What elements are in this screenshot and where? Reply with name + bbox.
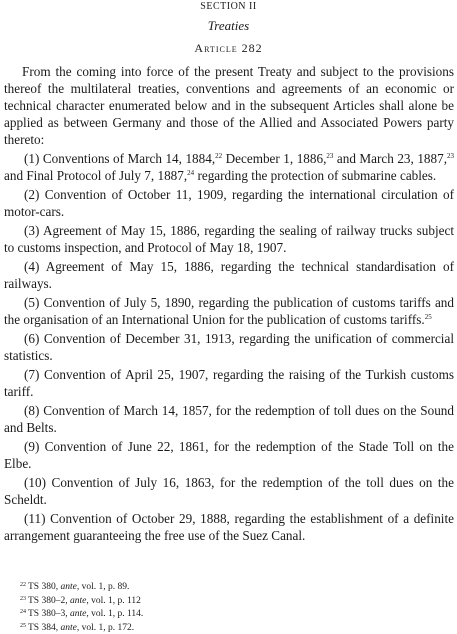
provision-number: (1) bbox=[24, 151, 43, 166]
footnote-volume: , vol. 1, p. 172. bbox=[77, 623, 134, 633]
footnote-citation: TS 380–3, bbox=[28, 609, 70, 619]
provision-text: Conventions of March 14, 1884, bbox=[43, 151, 215, 166]
provision-text: Convention of July 16, 1863, for the redemption of the toll dues on the Scheldt. bbox=[4, 475, 454, 507]
provision-item bbox=[4, 150, 454, 184]
provision-item bbox=[4, 510, 454, 544]
footnote-mark: 23 bbox=[20, 596, 26, 602]
footnote-citation: TS 380, bbox=[28, 582, 60, 592]
article-number: 282 bbox=[242, 41, 263, 55]
footnote-ante: ante bbox=[70, 609, 86, 619]
footnotes bbox=[20, 580, 450, 634]
provision-text: Agreement of May 15, 1886, regarding the technical standardisation of railways. bbox=[4, 259, 454, 291]
provision-item bbox=[4, 186, 454, 220]
provision-text: regarding the protection of submarine cables. bbox=[194, 168, 436, 183]
provision-text: Convention of June 22, 1861, for the redemption of the Stade Toll on the Elbe. bbox=[4, 439, 454, 471]
provision-text: Agreement of May 15, 1886, regarding the sealing of railway trucks subject to customs inspection, and Protocol of May 18, 1907. bbox=[4, 223, 454, 255]
provision-text: and Final Protocol of July 7, 1887, bbox=[4, 168, 187, 183]
footnote-citation: TS 380–2, bbox=[28, 596, 70, 606]
section-subtitle: Treaties bbox=[0, 18, 457, 34]
provision-number: (8) bbox=[24, 403, 43, 418]
provision-text: Convention of March 14, 1857, for the redemption of toll dues on the Sound and Belts. bbox=[4, 403, 454, 435]
footnote bbox=[20, 580, 450, 594]
provision-item bbox=[4, 474, 454, 508]
provision-number: (11) bbox=[24, 511, 50, 526]
provision-text: Convention of October 11, 1909, regarding the international circulation of motor-cars. bbox=[4, 187, 454, 219]
provision-number: (4) bbox=[24, 259, 46, 274]
provision-item bbox=[4, 438, 454, 472]
article-word: Article bbox=[194, 41, 237, 55]
provision-text: Convention of December 31, 1913, regarding the unification of commercial statistics. bbox=[4, 331, 454, 363]
footnote-reference: 25 bbox=[425, 313, 432, 321]
footnote-ante: ante bbox=[70, 596, 86, 606]
provision-text: Convention of October 29, 1888, regarding the establishment of a definite arrangement guaranteeing the free use of the Suez Canal. bbox=[4, 511, 454, 543]
article-heading bbox=[0, 40, 457, 56]
provision-item bbox=[4, 330, 454, 364]
footnote-mark: 25 bbox=[20, 623, 26, 629]
footnote-ante: ante bbox=[60, 582, 76, 592]
footnote-volume: , vol. 1, p. 89. bbox=[77, 582, 130, 592]
footnote-reference: 24 bbox=[187, 169, 194, 177]
footnote-reference: 23 bbox=[326, 152, 333, 160]
provision-text: and March 23, 1887, bbox=[333, 151, 447, 166]
footnote-mark: 22 bbox=[20, 582, 26, 588]
intro-paragraph: From the coming into force of the present Treaty and subject to the provisions thereof the multilateral treaties, conventions and agreements of an economic or technical character enumerated below and in the subsequent Articles shall alone be applied as between Germany and those of the Allied and Associated Powers party thereto: bbox=[4, 63, 454, 148]
provision-item bbox=[4, 258, 454, 292]
section-heading: SECTION II bbox=[0, 1, 457, 13]
provision-number: (6) bbox=[24, 331, 44, 346]
provision-item bbox=[4, 366, 454, 400]
provision-text: Convention of July 5, 1890, regarding the publication of customs tariffs and the organisation of an International Union for the publication of customs tariffs. bbox=[4, 295, 454, 327]
article-body bbox=[4, 63, 454, 546]
provision-number: (7) bbox=[24, 367, 44, 382]
provision-number: (2) bbox=[24, 187, 45, 202]
footnote-volume: , vol. 1, p. 114. bbox=[86, 609, 143, 619]
footnote bbox=[20, 594, 450, 608]
footnote-citation: TS 384, bbox=[28, 623, 60, 633]
provision-number: (10) bbox=[24, 475, 52, 490]
footnote-volume: , vol. 1, p. 112 bbox=[86, 596, 141, 606]
provision-text: December 1, 1886, bbox=[222, 151, 326, 166]
provision-number: (5) bbox=[24, 295, 44, 310]
footnote bbox=[20, 607, 450, 621]
provision-number: (9) bbox=[24, 439, 45, 454]
provision-item bbox=[4, 402, 454, 436]
provision-item bbox=[4, 222, 454, 256]
footnote-reference: 23 bbox=[447, 152, 454, 160]
provision-text: Convention of April 25, 1907, regarding the raising of the Turkish customs tariff. bbox=[4, 367, 454, 399]
provision-item bbox=[4, 294, 454, 328]
footnote-mark: 24 bbox=[20, 609, 26, 615]
footnote-ante: ante bbox=[60, 623, 76, 633]
provision-number: (3) bbox=[24, 223, 43, 238]
footnote-reference: 22 bbox=[215, 152, 222, 160]
provision-list bbox=[4, 150, 454, 544]
